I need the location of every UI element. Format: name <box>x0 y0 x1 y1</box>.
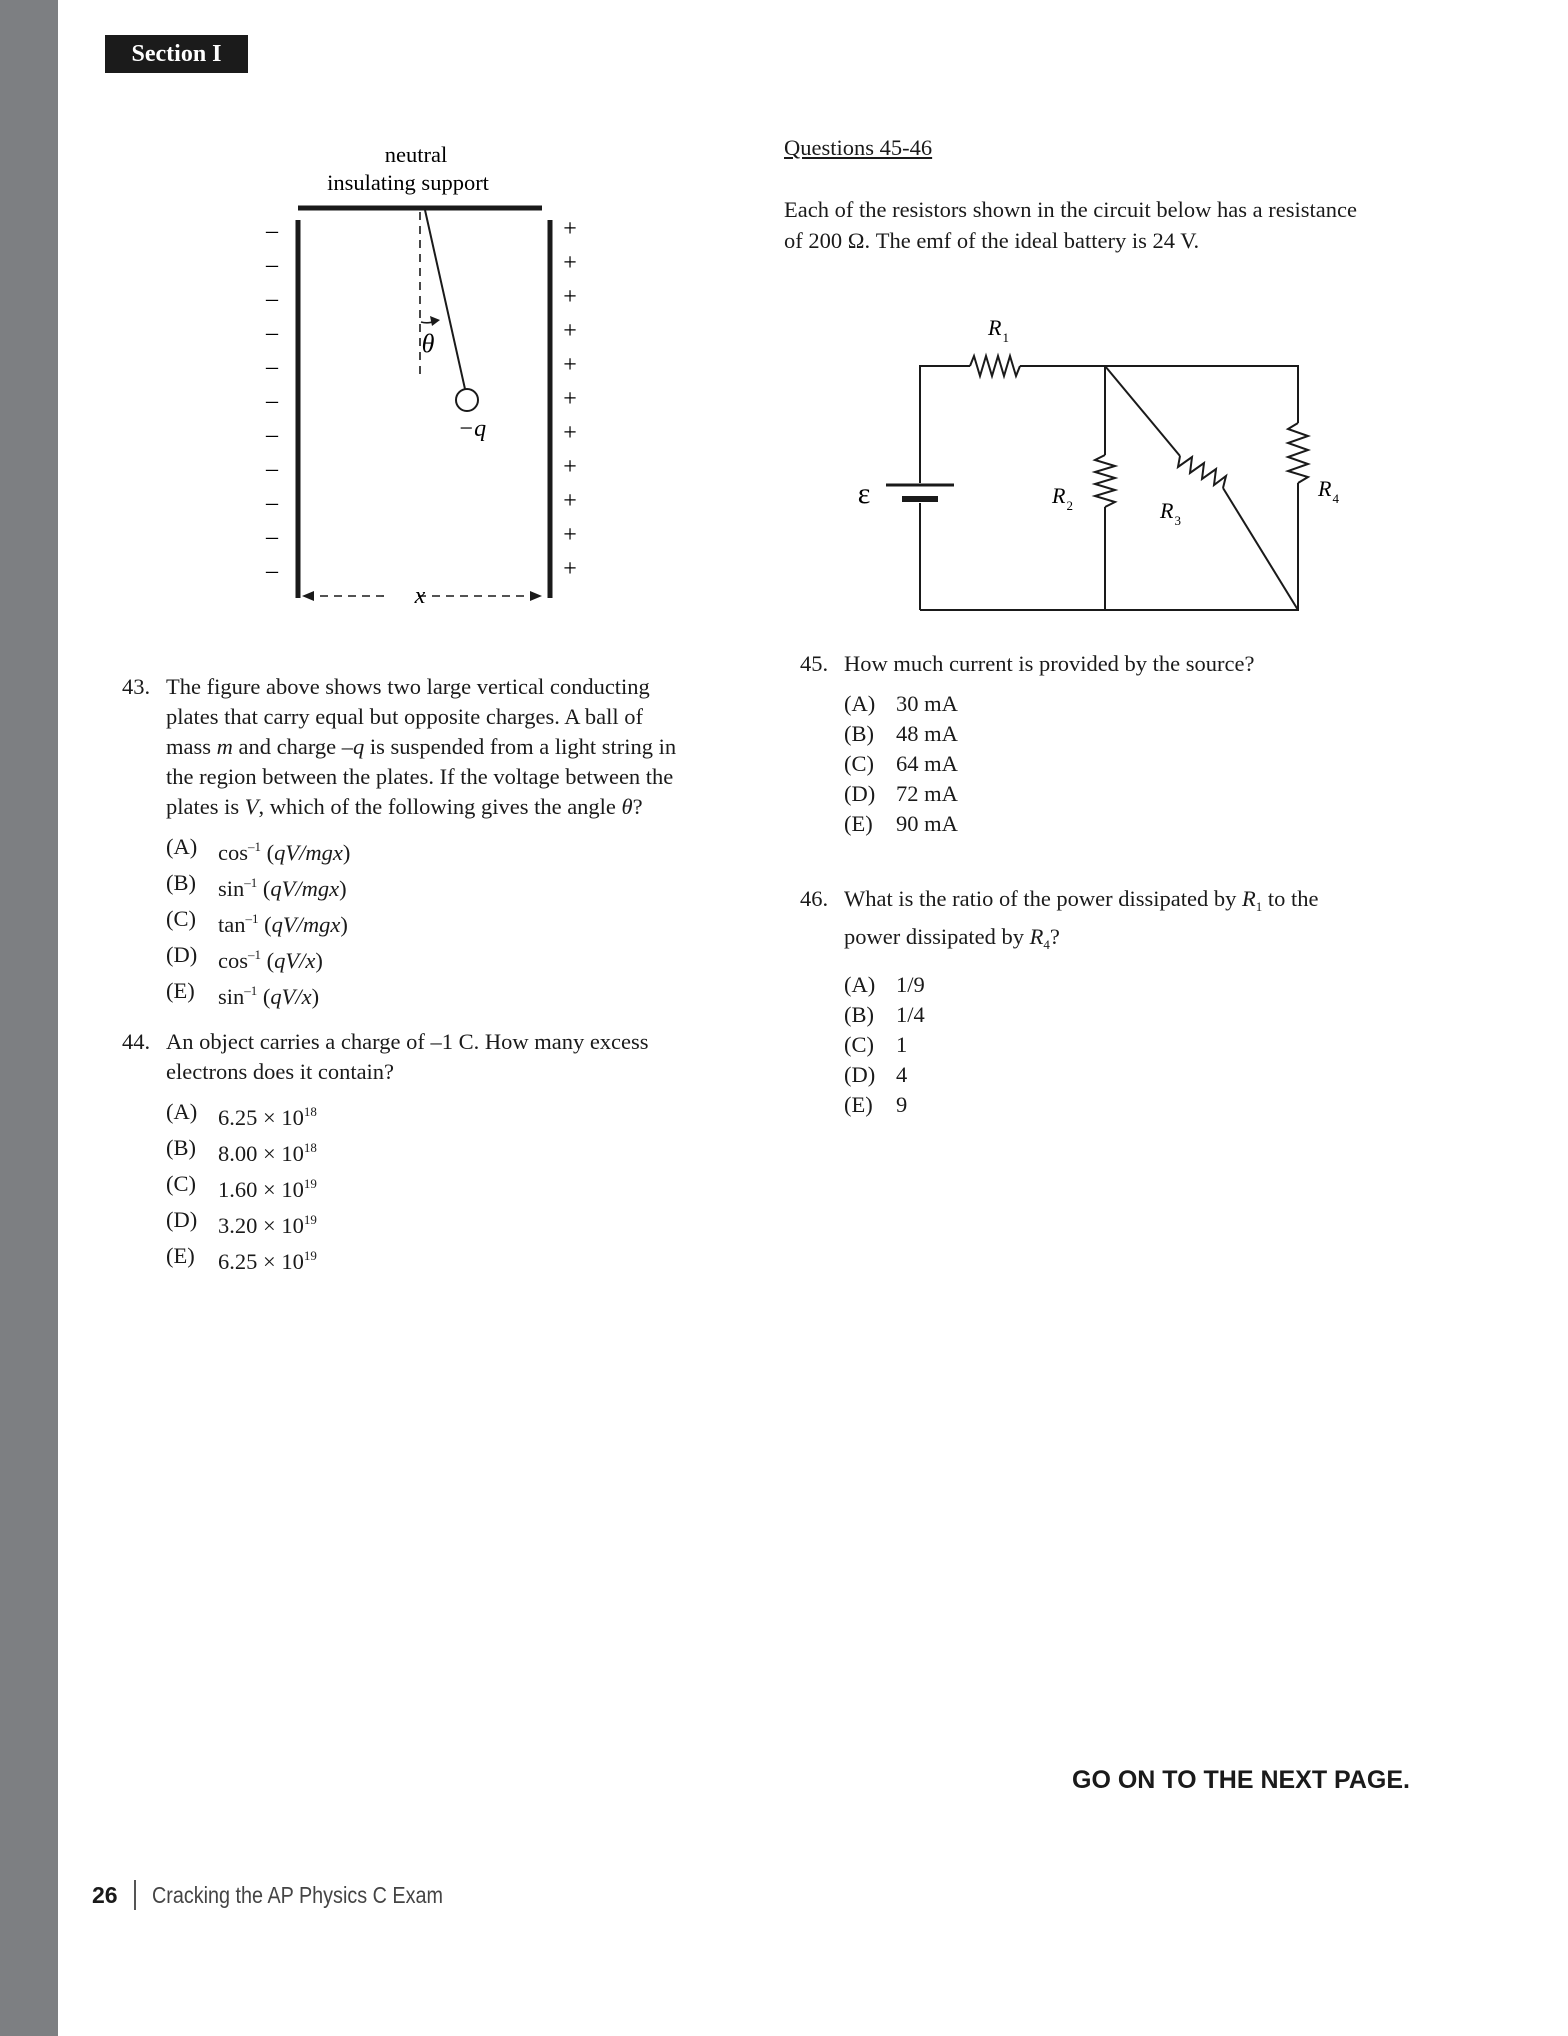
distance-label: x <box>414 583 426 609</box>
question-46 <box>800 884 1460 1120</box>
choice-44-d[interactable]: (D) $3.20 \times 10^{19}$ <box>166 1207 317 1238</box>
question-43 <box>122 672 762 1012</box>
question-45-choices <box>800 689 1460 839</box>
choice-46-d[interactable]: (D) 4 <box>844 1062 908 1087</box>
distance-arrowhead-left <box>302 591 314 601</box>
book-title: Cracking the AP Physics C Exam <box>151 1881 443 1908</box>
minus-sign: – <box>266 558 278 584</box>
choice-44-b[interactable]: (B) $8.00 \times 10^{18}$ <box>166 1135 317 1166</box>
minus-sign: – <box>266 354 278 380</box>
choice-46-c[interactable]: (C) 1 <box>844 1032 908 1057</box>
choice-43-c[interactable]: (C) $\tan^{-1} (qV/mgx)$ <box>166 906 348 937</box>
question-45 <box>800 649 1460 839</box>
questions-group-intro <box>784 194 1434 256</box>
plus-sign: + <box>563 488 577 514</box>
support-label-line2: insulating support <box>327 170 489 195</box>
plus-sign: + <box>563 556 577 582</box>
page-number: 26 <box>92 1881 118 1908</box>
stem-line: plates that carry equal but opposite charges. A ball of <box>166 704 643 729</box>
plus-sign: + <box>563 454 577 480</box>
choice-44-a[interactable]: (A) $6.25 \times 10^{18}$ <box>166 1099 317 1130</box>
minus-sign: – <box>266 218 278 244</box>
plus-signs <box>563 216 577 582</box>
question-45-stem <box>800 649 1460 679</box>
r1-label: $R_1$ <box>988 315 1009 345</box>
resistor-r4 <box>1288 423 1308 483</box>
intro-line: Each of the resistors shown in the circuit below has a resistance <box>784 197 1357 222</box>
section-tab: Section I <box>105 35 248 73</box>
question-44 <box>122 1027 762 1277</box>
wire-bottom <box>920 533 1298 610</box>
charge-label: −q <box>457 416 487 442</box>
stem-line: How much current is provided by the source? <box>844 651 1255 676</box>
angle-arrowhead <box>430 316 440 326</box>
r2-label: $R_2$ <box>1052 483 1073 513</box>
plus-sign: + <box>563 250 577 276</box>
footer-divider <box>134 1880 136 1910</box>
plus-sign: + <box>563 284 577 310</box>
wire-r3-upper <box>1105 366 1180 456</box>
choice-45-e[interactable]: (E) 90 mA <box>844 811 958 836</box>
minus-sign: – <box>266 388 278 414</box>
page-footer <box>92 1880 490 1910</box>
question-44-choices <box>122 1097 762 1277</box>
choice-46-a[interactable]: (A) 1/9 <box>844 972 925 997</box>
theta-label: θ <box>421 329 435 358</box>
choice-46-b[interactable]: (B) 1/4 <box>844 1002 925 1027</box>
choice-44-c[interactable]: (C) $1.60 \times 10^{19}$ <box>166 1171 317 1202</box>
page-sidebar-strip <box>0 0 58 2036</box>
wire-top-left <box>920 366 970 372</box>
choice-45-a[interactable]: (A) 30 mA <box>844 691 958 716</box>
minus-sign: – <box>266 286 278 312</box>
next-page-notice: GO ON TO THE NEXT PAGE. <box>1072 1766 1411 1794</box>
stem-line: What is the ratio of the power dissipated by $R_1$ to the <box>844 886 1319 914</box>
plus-sign: + <box>563 216 577 242</box>
figure-charged-plates <box>240 130 620 610</box>
choice-45-d[interactable]: (D) 72 mA <box>844 781 958 806</box>
stem-line: plates is V, which of the following gives the angle θ? <box>166 794 643 819</box>
minus-sign: – <box>266 320 278 346</box>
minus-sign: – <box>266 422 278 448</box>
choice-43-d[interactable]: (D) $\cos^{-1} (qV/x)$ <box>166 942 323 973</box>
question-number: 46. <box>800 886 829 911</box>
stem-line: The figure above shows two large vertical conducting <box>166 674 650 699</box>
minus-signs <box>265 218 279 584</box>
choice-44-e[interactable]: (E) $6.25 \times 10^{19}$ <box>166 1243 317 1274</box>
resistor-r3 <box>1178 456 1226 488</box>
question-46-stem <box>800 884 1460 960</box>
question-43-choices <box>122 832 762 1012</box>
plus-sign: + <box>563 352 577 378</box>
questions-group-heading: Questions 45-46 <box>784 135 933 160</box>
stem-line: the region between the plates. If the voltage between the <box>166 764 674 789</box>
minus-sign: – <box>266 456 278 482</box>
stem-line: power dissipated by $R_4$? <box>844 924 1060 952</box>
r4-label: $R_4$ <box>1318 476 1339 506</box>
question-46-choices <box>800 970 1460 1120</box>
minus-sign: – <box>266 490 278 516</box>
choice-45-b[interactable]: (B) 48 mA <box>844 721 958 746</box>
r3-label: $R_3$ <box>1160 498 1181 528</box>
intro-line: of 200 Ω. The emf of the ideal battery is 24 V. <box>784 228 1200 253</box>
wire-r3-lower <box>1223 488 1298 610</box>
choice-43-b[interactable]: (B) $\sin^{-1} (qV/mgx)$ <box>166 870 347 901</box>
emf-label: ε <box>857 477 871 510</box>
question-43-stem <box>122 672 762 822</box>
plus-sign: + <box>563 420 577 446</box>
choice-43-a[interactable]: (A) $\cos^{-1} (qV/mgx)$ <box>166 834 351 865</box>
resistor-r1 <box>970 356 1020 376</box>
stem-line: electrons does it contain? <box>166 1059 395 1084</box>
plus-sign: + <box>563 318 577 344</box>
minus-sign: – <box>266 524 278 550</box>
question-number: 45. <box>800 651 829 676</box>
support-label-line1: neutral <box>384 142 448 167</box>
pendulum-string <box>425 210 465 389</box>
charged-ball <box>456 389 478 411</box>
minus-sign: – <box>266 252 278 278</box>
stem-line: mass m and charge –q is suspended from a light string in <box>166 734 677 759</box>
question-number: 44. <box>122 1029 151 1054</box>
choice-46-e[interactable]: (E) 9 <box>844 1092 908 1117</box>
question-44-stem <box>122 1027 762 1087</box>
question-number: 43. <box>122 674 151 699</box>
figure-circuit <box>830 305 1350 625</box>
stem-line: An object carries a charge of –1 C. How many excess <box>166 1029 649 1054</box>
distance-arrowhead-right <box>530 591 542 601</box>
resistor-r2 <box>1095 455 1115 507</box>
plus-sign: + <box>563 386 577 412</box>
plus-sign: + <box>563 522 577 548</box>
wire-top <box>1020 366 1298 423</box>
choice-45-c[interactable]: (C) 64 mA <box>844 751 958 776</box>
choice-43-e[interactable]: (E) $\sin^{-1} (qV/x)$ <box>166 978 320 1009</box>
